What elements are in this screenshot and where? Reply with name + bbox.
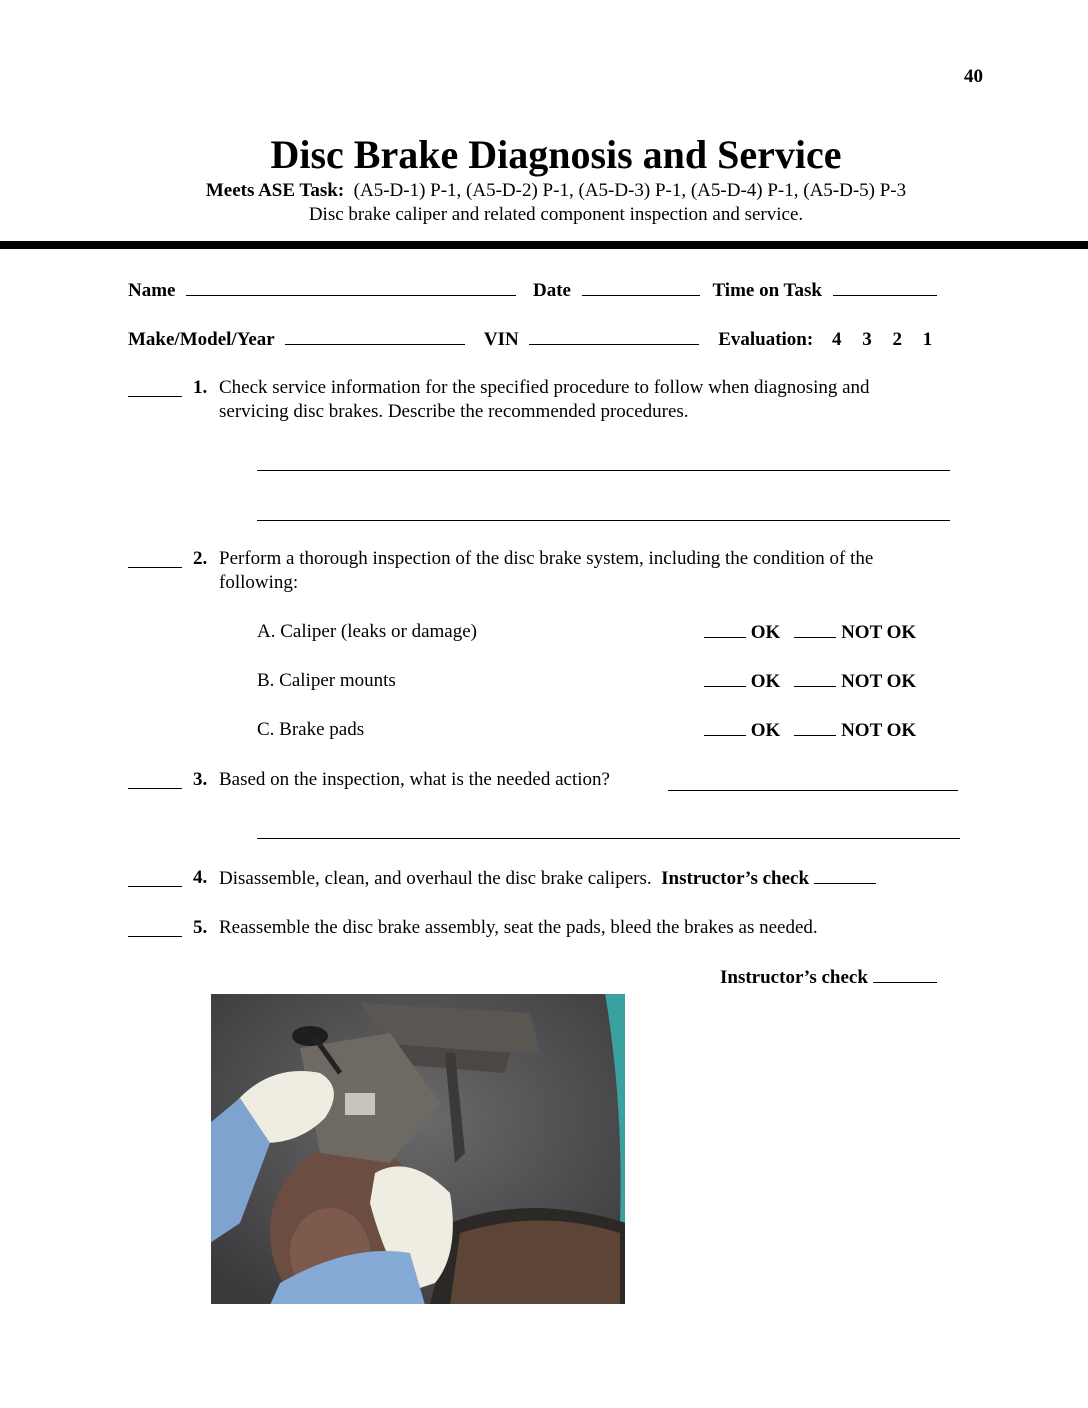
instructor-check-label: Instructor’s check	[661, 868, 810, 889]
make-model-year-field[interactable]	[285, 328, 465, 345]
header-divider	[0, 241, 1088, 249]
time-on-task-label: Time on Task	[712, 280, 822, 301]
ase-tasks: (A5-D-1) P-1, (A5-D-2) P-1, (A5-D-3) P-1, (A5-D-4) P-1, (A5-D-5) P-3	[353, 180, 907, 201]
step-1-text: Check service information for the specified procedure to follow when diagnosing and	[219, 377, 870, 398]
step-3-checkbox[interactable]	[128, 772, 182, 789]
step-2-checkbox[interactable]	[128, 551, 182, 568]
page-number: 40	[964, 66, 983, 87]
not-ok-label: NOT OK	[841, 671, 917, 692]
step-3-text: Based on the inspection, what is the needed action?	[219, 769, 610, 790]
answer-line[interactable]	[257, 838, 960, 839]
score-3[interactable]: 3	[862, 329, 872, 350]
score-4[interactable]: 4	[831, 329, 842, 350]
instructor-check-field[interactable]	[814, 867, 876, 884]
step-5-instructor-check	[720, 966, 937, 989]
not-ok-label: NOT OK	[841, 622, 917, 643]
not-ok-field[interactable]	[794, 621, 836, 638]
page-title: Disc Brake Diagnosis and Service	[270, 132, 842, 177]
ok-label: OK	[750, 622, 781, 643]
date-label: Date	[532, 280, 571, 301]
score-2[interactable]: 2	[892, 329, 902, 350]
vehicle-row	[128, 328, 932, 351]
vin-field[interactable]	[529, 328, 699, 345]
check-row-brake-pads	[704, 719, 916, 742]
answer-line[interactable]	[257, 470, 950, 471]
check-label-caliper-mounts: B. Caliper mounts	[257, 670, 396, 691]
check-label-brake-pads: C. Brake pads	[257, 719, 365, 740]
answer-line[interactable]	[668, 790, 958, 791]
name-row	[128, 279, 937, 302]
step-4-instruction: Disassemble, clean, and overhaul the disc brake calipers.	[219, 868, 652, 889]
caliper-service-photo	[210, 993, 626, 1305]
step-4-number: 4.	[193, 867, 208, 888]
check-row-caliper-mounts	[704, 670, 916, 693]
ok-label: OK	[750, 671, 781, 692]
step-4-text	[219, 867, 876, 890]
ok-field[interactable]	[704, 719, 746, 736]
check-label-caliper: A. Caliper (leaks or damage)	[257, 621, 477, 642]
not-ok-field[interactable]	[794, 719, 836, 736]
ase-task-line	[0, 180, 1088, 202]
ok-field[interactable]	[704, 670, 746, 687]
answer-line[interactable]	[257, 520, 950, 521]
time-on-task-field[interactable]	[833, 279, 937, 296]
instructor-check-label: Instructor’s check	[720, 967, 868, 988]
ase-label: Meets ASE Task:	[205, 180, 345, 201]
name-field[interactable]	[186, 279, 516, 296]
not-ok-label: NOT OK	[841, 720, 917, 741]
step-2-text-cont: following:	[219, 572, 299, 593]
score-1[interactable]: 1	[922, 329, 933, 350]
step-4-checkbox[interactable]	[128, 870, 182, 887]
check-row-caliper	[704, 621, 916, 644]
ok-label: OK	[750, 720, 781, 741]
date-field[interactable]	[582, 279, 700, 296]
step-5-text: Reassemble the disc brake assembly, seat the pads, bleed the brakes as needed.	[219, 917, 818, 938]
evaluation-label: Evaluation:	[718, 329, 814, 350]
step-1-text-cont: servicing disc brakes. Describe the recommended procedures.	[219, 401, 689, 422]
description: Disc brake caliper and related component inspection and service.	[308, 204, 804, 225]
step-2-number: 2.	[193, 548, 208, 569]
vin-label: VIN	[483, 329, 519, 350]
step-2-text: Perform a thorough inspection of the disc brake system, including the condition of the	[219, 548, 874, 569]
name-label: Name	[128, 280, 176, 301]
step-1-number: 1.	[193, 377, 208, 398]
make-model-year-label: Make/Model/Year	[128, 329, 275, 350]
ok-field[interactable]	[704, 621, 746, 638]
step-5-checkbox[interactable]	[128, 920, 182, 937]
step-3-number: 3.	[193, 769, 208, 790]
not-ok-field[interactable]	[794, 670, 836, 687]
instructor-check-field[interactable]	[873, 966, 937, 983]
step-1-checkbox[interactable]	[128, 380, 182, 397]
step-5-number: 5.	[193, 917, 208, 938]
